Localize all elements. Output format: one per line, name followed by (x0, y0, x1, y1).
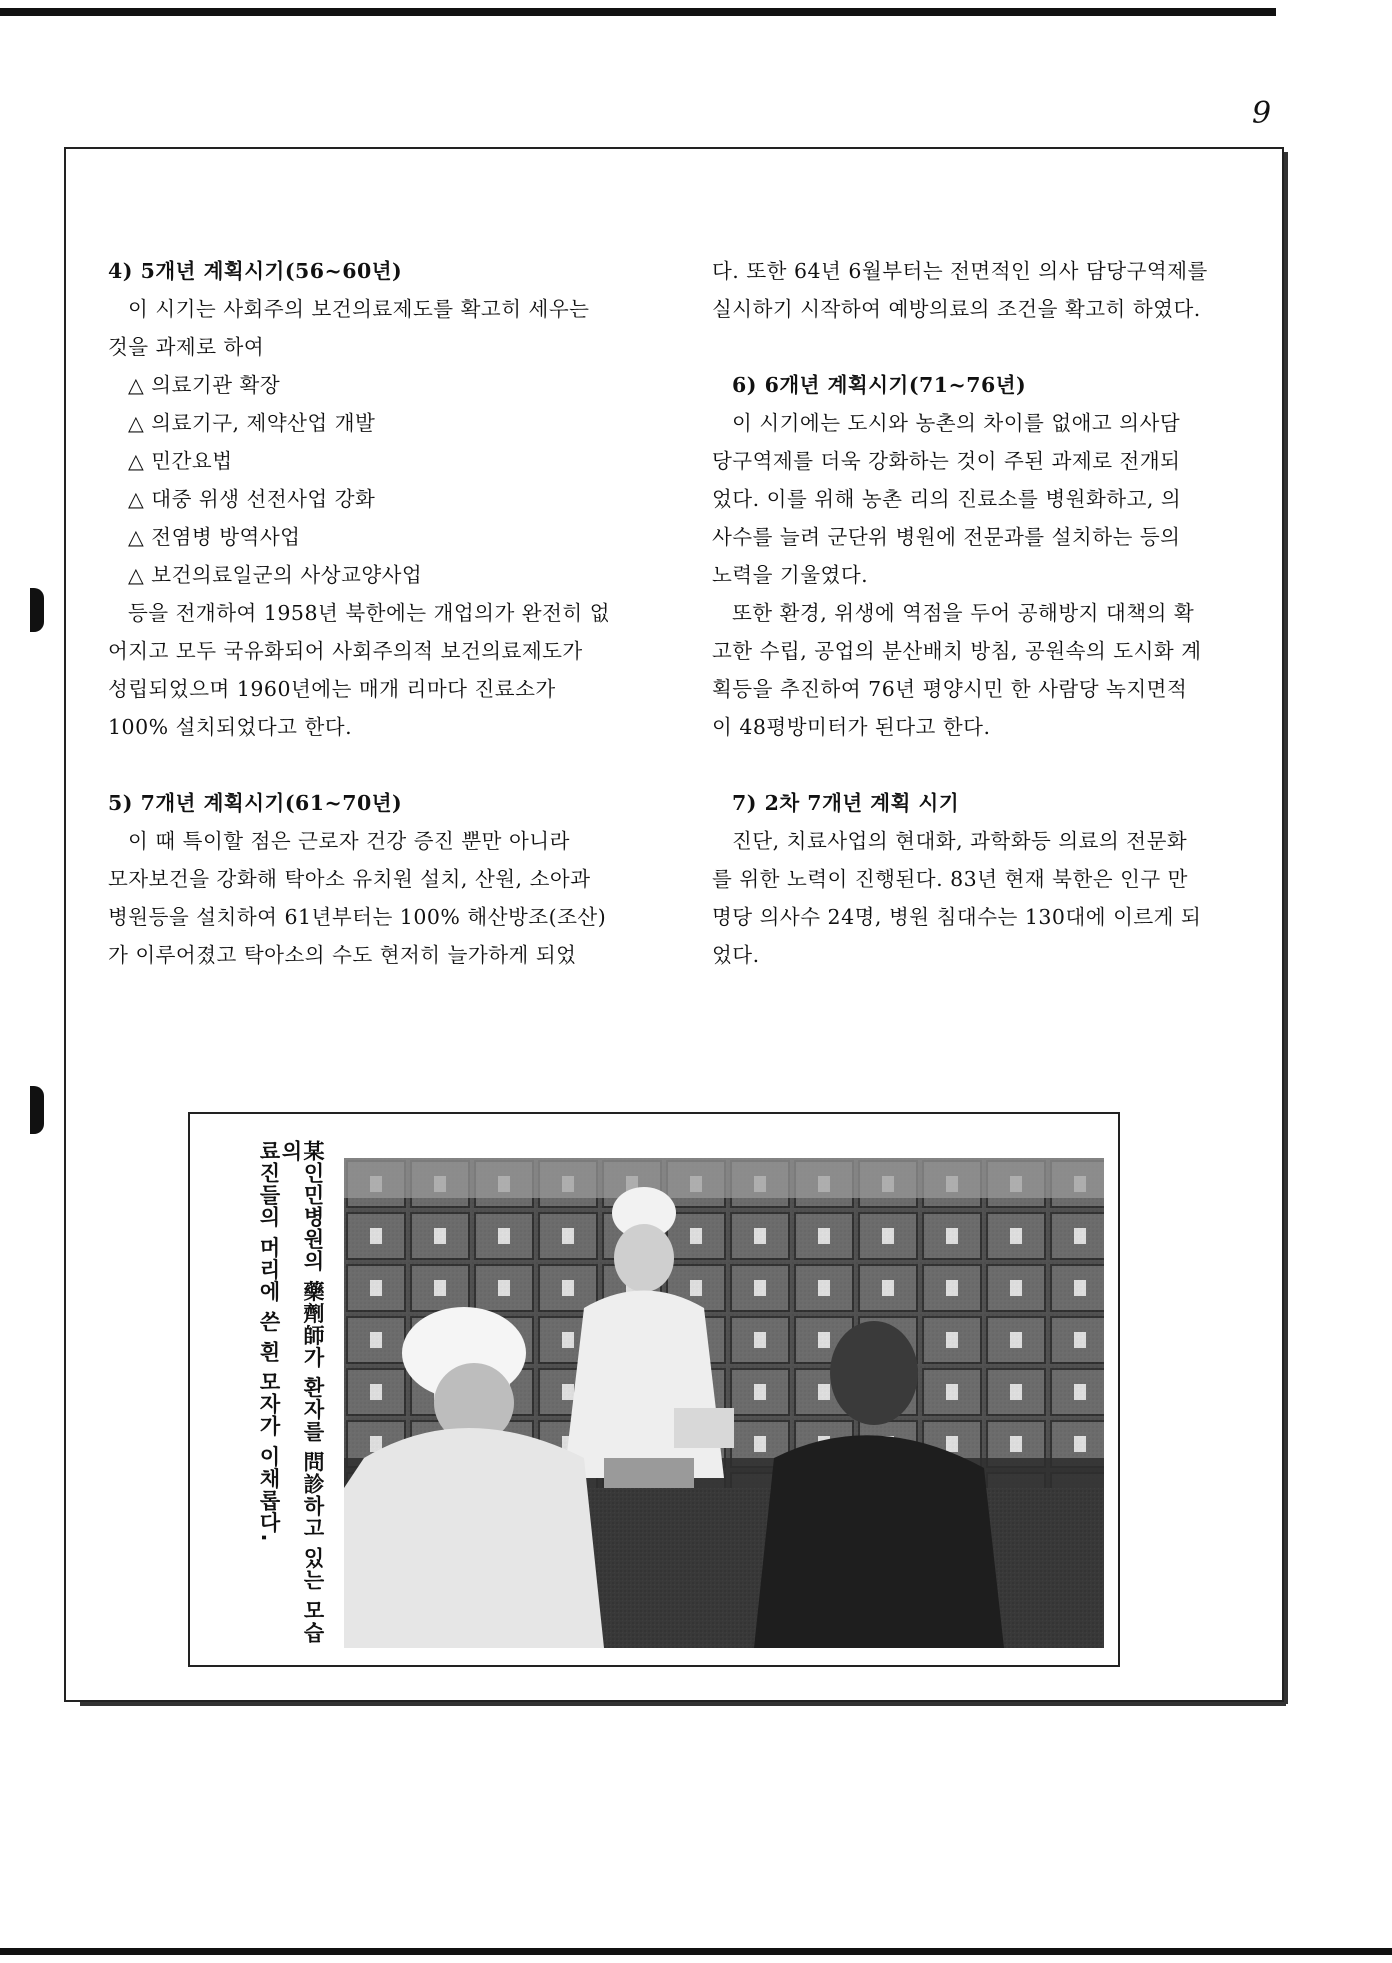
section6-para2-line: 고한 수립, 공업의 분산배치 방침, 공원속의 도시화 계 (712, 639, 1202, 663)
right-column (712, 252, 1272, 974)
binder-mark-1 (30, 588, 44, 632)
section6-para1-line: 었다. 이를 위해 농촌 리의 진료소를 병원화하고, 의 (712, 487, 1182, 511)
section7-para-line: 명당 의사수 24명, 병원 침대수는 130대에 이르게 되 (712, 905, 1202, 929)
binder-mark-2 (30, 1086, 44, 1134)
section6-heading: 6) 6개년 계획시기(71~76년) (732, 373, 1027, 397)
section5-para-line: 가 이루어졌고 탁아소의 수도 현저히 늘가하게 되었 (108, 943, 577, 967)
section4-intro-line1: 이 시기는 사회주의 보건의료제도를 확고히 세우는 (128, 297, 590, 321)
top-rule (0, 8, 1276, 16)
bullet-item: △ 의료기관 확장 (128, 373, 281, 397)
section7-para-line: 진단, 치료사업의 현대화, 과학화등 의료의 전문화 (732, 829, 1188, 853)
bullet-item: △ 보건의료일군의 사상교양사업 (128, 563, 423, 587)
section5-para-line: 병원등을 설치하여 61년부터는 100% 해산방조(조산) (108, 905, 607, 929)
bottom-rule (0, 1948, 1392, 1955)
section4-para-line: 어지고 모두 국유화되어 사회주의적 보건의료제도가 (108, 639, 583, 663)
page-number: 9 (1252, 96, 1272, 131)
section6-para1-line: 당구역제를 더욱 강화하는 것이 주된 과제로 전개되 (712, 449, 1181, 473)
caption-line1: 某인민병원의 藥劑師가 환자를 問診하고 있는 모습의 (279, 1140, 325, 1644)
section6-para1-line: 사수를 늘려 군단위 병원에 전문과를 설치하는 등의 (712, 525, 1181, 549)
bullet-item: △ 의료기구, 제약산업 개발 (128, 411, 376, 435)
section5-heading: 5) 7개년 계획시기(61~70년) (108, 791, 403, 815)
section4-para-line: 성립되었으며 1960년에는 매개 리마다 진료소가 (108, 677, 556, 701)
section7-para-line: 었다. (712, 943, 760, 967)
section4-para-line: 100% 설치되었다고 한다. (108, 715, 353, 739)
section7-para-line: 를 위한 노력이 진행된다. 83년 현재 북한은 인구 만 (712, 867, 1188, 891)
section6-para2-line: 또한 환경, 위생에 역점을 두어 공해방지 대책의 확 (732, 601, 1195, 625)
section6-para1-line: 이 시기에는 도시와 농촌의 차이를 없애고 의사담 (732, 411, 1181, 435)
section5-para-line: 이 때 특이할 점은 근로자 건강 증진 뿐만 아니라 (128, 829, 570, 853)
continuation-line: 다. 또한 64년 6월부터는 전면적인 의사 담당구역제를 (712, 259, 1208, 283)
section5-para-line: 모자보건을 강화해 탁아소 유치원 설치, 산원, 소아과 (108, 867, 591, 891)
section6-para2-line: 획등을 추진하여 76년 평양시민 한 사람당 녹지면적 (712, 677, 1188, 701)
section7-heading: 7) 2차 7개년 계획 시기 (732, 791, 960, 815)
continuation-line: 실시하기 시작하여 예방의료의 조건을 확고히 하였다. (712, 297, 1201, 321)
section4-para-line: 등을 전개하여 1958년 북한에는 개업의가 완전히 없 (128, 601, 611, 625)
frame-shadow-right (1284, 152, 1288, 1704)
left-column (108, 252, 668, 974)
pharmacy-photo (344, 1158, 1104, 1648)
section6-para1-line: 노력을 기울였다. (712, 563, 869, 587)
bullet-item: △ 민간요법 (128, 449, 233, 473)
caption-line2: 료진들의 머리에 쓴 흰 모자가 이채롭다. (257, 1140, 281, 1543)
frame-shadow-bottom (80, 1702, 1286, 1706)
section4-heading: 4) 5개년 계획시기(56~60년) (108, 259, 403, 283)
bullet-item: △ 전염병 방역사업 (128, 525, 301, 549)
section6-para2-line: 이 48평방미터가 된다고 한다. (712, 715, 991, 739)
section4-intro-line2: 것을 과제로 하여 (108, 335, 265, 359)
photo-caption (257, 1140, 325, 1660)
bullet-item: △ 대중 위생 선전사업 강화 (128, 487, 376, 511)
photo-illustration (344, 1158, 1104, 1648)
